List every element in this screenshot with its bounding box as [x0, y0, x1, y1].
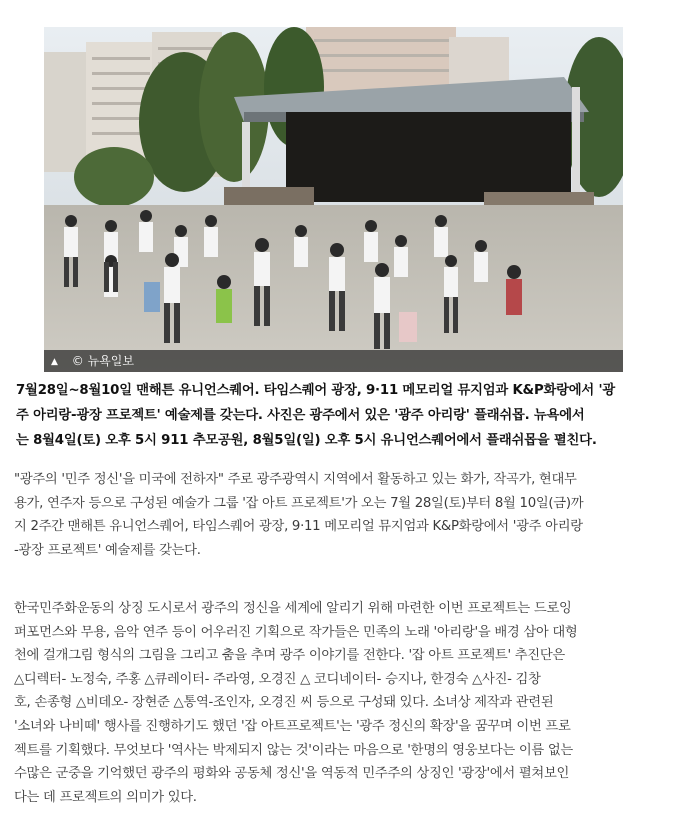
- caption-line: 는 8월4일(토) 오후 5시 911 추모공원, 8월5일(일) 오후 5시 유니언스퀘어에서 플래쉬몹을 펼친다.: [16, 433, 597, 448]
- paragraph-line: '소녀와 나비떼' 행사를 진행하기도 했던 '잡 아트프로젝트'는 '광주 정신의 확장'을 꿈꾸며 이번 프로: [14, 718, 571, 734]
- photo-credit-bar: [44, 350, 623, 372]
- triangle-icon: ▲: [51, 357, 58, 367]
- paragraph-line: 젝트를 기획했다. 무엇보다 '역사는 박제되지 않는 것'이라는 마음으로 '한명의 영웅보다는 이름 없는: [14, 742, 573, 758]
- article-paragraph-1: [14, 468, 666, 562]
- paragraph-line: 다는 데 프로젝트의 의미가 있다.: [14, 789, 197, 805]
- article-photo: [44, 27, 623, 372]
- paragraph-line: -광장 프로젝트' 예술제를 갖는다.: [14, 542, 201, 558]
- paragraph-line: 퍼포먼스와 무용, 음악 연주 등이 어우러진 기획으로 작가들은 민족의 노래 '아리랑'을 배경 삼아 대형: [14, 624, 578, 640]
- paragraph-line: 지 2주간 맨해튼 유니언스퀘어, 타임스퀘어 광장, 9·11 메모리얼 뮤지엄과 K&P화랑에서 '광주 아리랑: [14, 519, 583, 535]
- caption-line: 7월28일~8월10일 맨해튼 유니언스퀘어. 타임스퀘어 광장, 9·11 메모리얼 뮤지엄과 K&P화랑에서 '광: [16, 383, 616, 398]
- paragraph-line: 호, 손종형 △비데오- 장현준 △통역-조인자, 오경진 씨 등으로 구성돼 있다. 소녀상 제작과 관련된: [14, 695, 554, 711]
- photo-credit: © 뉴욕일보: [71, 354, 134, 368]
- paragraph-line: △디렉터- 노정숙, 주홍 △큐레이터- 주라영, 오경진 △ 코디네이터- 승지나, 한경숙 △사진- 김창: [14, 671, 541, 687]
- article-paragraph-2: [14, 597, 666, 809]
- paragraph-line: "광주의 '민주 정신'을 미국에 전하자" 주로 광주광역시 지역에서 활동하고 있는 화가, 작곡가, 현대무: [14, 472, 577, 487]
- paragraph-line: 수많은 군중을 기억했던 광주의 평화와 공동체 정신'을 역동적 민주주의 상징인 '광장'에서 펼쳐보인: [14, 766, 570, 782]
- caption-line: 주 아리랑-광장 프로젝트' 예술제를 갖는다. 사진은 광주에서 있은 '광주 아리랑' 플래쉬몹. 뉴욕에서: [16, 408, 585, 423]
- photo-caption: [16, 378, 664, 453]
- paragraph-line: 한국민주화운동의 상징 도시로서 광주의 정신을 세계에 알리기 위해 마련한 이번 프로젝트는 드로잉: [14, 601, 572, 616]
- paragraph-line: 용가, 연주자 등으로 구성된 예술가 그룹 '잡 아트 프로젝트'가 오는 7월 28일(토)부터 8월 10일(금)까: [14, 495, 584, 511]
- paragraph-line: 천에 걸개그림 형식의 그림을 그리고 춤을 추며 광주 이야기를 전한다. '잡 아트 프로젝트' 추진단은: [14, 648, 565, 664]
- flash-mob-photo-illustration: [44, 27, 623, 372]
